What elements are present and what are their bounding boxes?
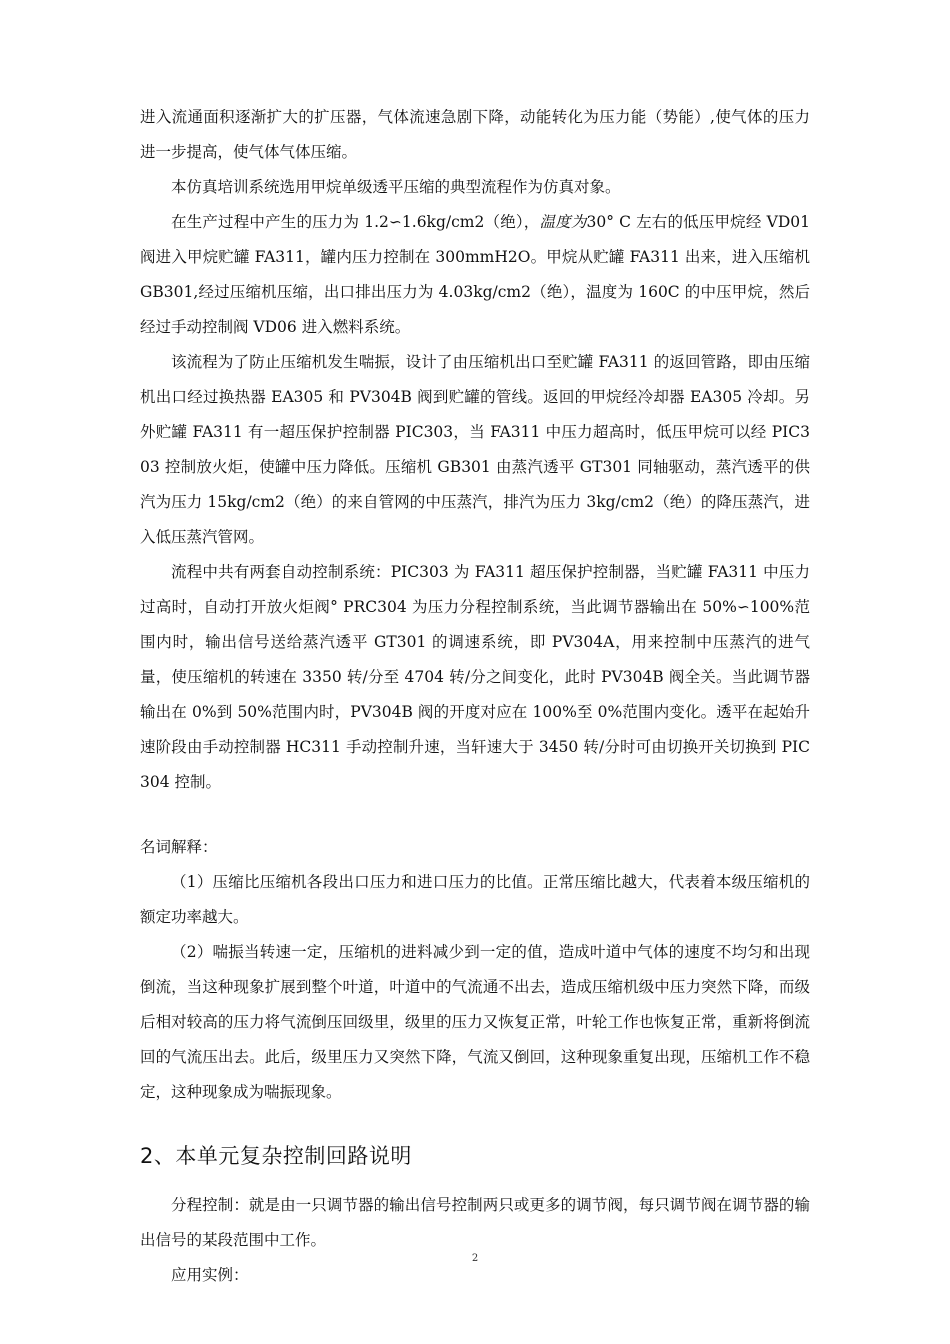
paragraph-simulation-object: 本仿真培训系统选用甲烷单级透平压缩的典型流程作为仿真对象。 [171,178,621,196]
process-flow-text-a: 在生产过程中产生的压力为 1.2∽1.6kg/cm2（绝）， [171,213,540,231]
paragraph-application-example: 应用实例： [171,1266,249,1284]
section-heading: 2、本单元复杂控制回路说明 [140,1144,412,1168]
page-number: 2 [471,1253,479,1264]
paragraph-split-range-control: 分程控制：就是由一只调节器的输出信号控制两只或更多的调节阀，每只调节阀在调节器的输出信号的某段范围中工作。 [140,1196,810,1249]
paragraph-control-systems: 流程中共有两套自动控制系统：PIC303 为 FA311 超压保护控制器，当贮罐 FA311 中压力过高时，自动打开放火炬阀° PRC304 为压力分程控制系统，当此调节器输出在 50%∽100%范围内时，输出信号送给蒸汽透平 GT301 的调速系统，即 PV304A，用来控制中压蒸汽的进气量，使压缩机的转速在 3350 转/分至 4704 转/分之间变化，此时 PV304B 阀全关。当此调节器输出在 0%到 50%范围内时，PV304B 阀的开度对应在 100%至 0%范围内变化。透平在起始升速阶段由手动控制器 HC311 手动控制升速，当轩速大于 3450 转/分时可由切换开关切换到 PIC304 控制。 [140,563,810,791]
paragraph-process-flow [140,205,810,345]
glossary-label: 名词解释： [140,838,218,856]
paragraph-diffuser: 进入流通面积逐渐扩大的扩压器，气体流速急剧下降，动能转化为压力能（势能）,使气体的压力进一步提高，使气体气体压缩。 [140,108,810,161]
glossary-item-surge: （2）喘振当转速一定，压缩机的进料减少到一定的值，造成叶道中气体的速度不均匀和出现倒流，当这种现象扩展到整个叶道，叶道中的气流通不出去，造成压缩机级中压力突然下降，而级后相对较高的压力将气流倒压回级里，级里的压力又恢复正常，叶轮工作也恢复正常，重新将倒流回的气流压出去。此后，级里压力又突然下降，气流又倒回，这种现象重复出现，压缩机工作不稳定，这种现象成为喘振现象。 [140,943,810,1101]
page-body [140,100,810,1293]
process-flow-text-italic: 温度为 [539,213,587,231]
paragraph-surge-protection: 该流程为了防止压缩机发生喘振，设计了由压缩机出口至贮罐 FA311 的返回管路，即由压缩机出口经过换热器 EA305 和 PV304B 阀到贮罐的管线。返回的甲烷经冷却器 EA305 冷却。另外贮罐 FA311 有一超压保护控制器 PIC303，当 FA311 中压力超高时，低压甲烷可以经 PIC303 控制放火炬，使罐中压力降低。压缩机 GB301 由蒸汽透平 GT301 同轴驱动，蒸汽透平的供汽为压力 15kg/cm2（绝）的来自管网的中压蒸汽，排汽为压力 3kg/cm2（绝）的降压蒸汽，进入低压蒸汽管网。 [140,353,810,546]
process-flow-text-c: 30° C 左右的低压甲烷经 VD01 阀进入甲烷贮罐 FA311，罐内压力控制在 300mmH2O。甲烷从贮罐 FA311 出来，进入压缩机 GB301,经过压缩机压缩，出口排出压力为 4.03kg/cm2（绝），温度为 160C 的中压甲烷，然后经过手动控制阀 VD06 进入燃料系统。 [140,213,810,336]
glossary-item-compression-ratio: （1）压缩比压缩机各段出口压力和进口压力的比值。正常压缩比越大，代表着本级压缩机的额定功率越大。 [140,873,810,926]
